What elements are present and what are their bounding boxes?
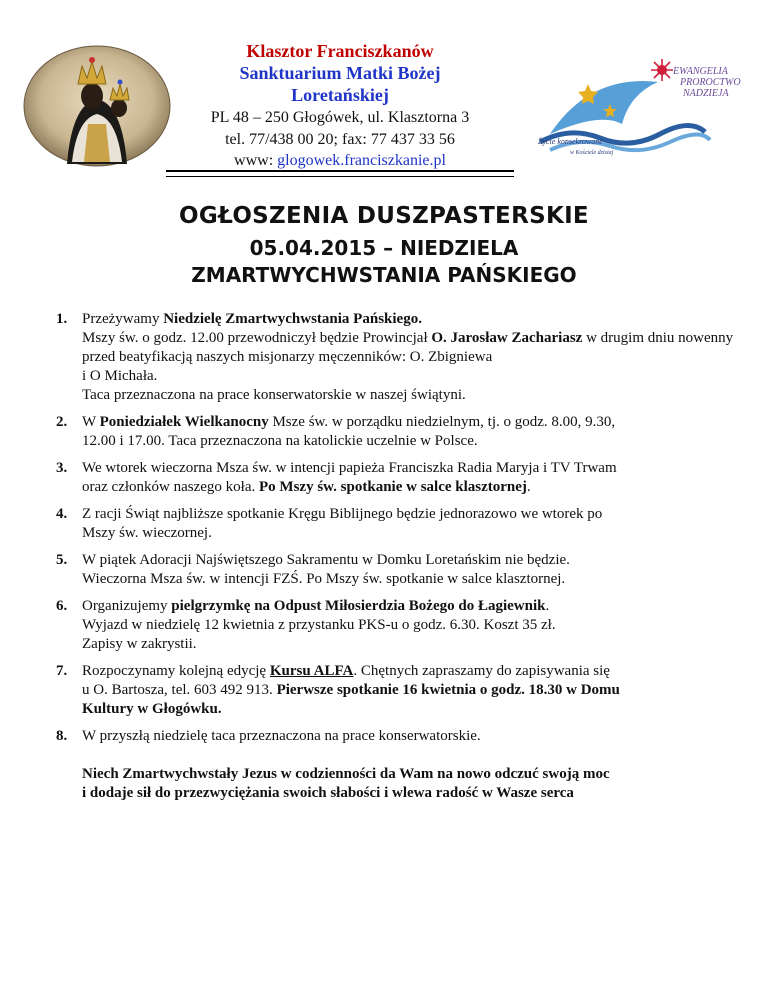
announcement-item-1 <box>56 310 736 405</box>
item-text: Mszy św. wieczornej. <box>82 525 212 541</box>
item-bold-text: O. Jarosław Zachariasz <box>431 330 583 346</box>
item-number: 7. <box>56 663 68 679</box>
item-text: Przeżywamy <box>82 311 164 327</box>
logo-title-3: NADZIEJA <box>683 88 729 99</box>
item-bold-text: Kultury w Głogówku. <box>82 701 222 717</box>
header-rule-thin <box>166 176 514 177</box>
website-prefix: www: <box>234 152 278 169</box>
announcements-list <box>56 310 736 754</box>
header-address: PL 48 – 250 Głogówek, ul. Klasztorna 3 <box>210 109 470 126</box>
announcement-item-2 <box>56 413 736 451</box>
consecrated-life-logo <box>530 54 745 169</box>
item-text: Mszy św. o godz. 12.00 przewodniczył będzie Prowincjał <box>82 330 432 346</box>
item-text: . <box>526 479 531 495</box>
starburst-icon <box>651 59 673 81</box>
logo-title-2: PROROCTWO <box>680 77 741 88</box>
announcement-item-3 <box>56 459 736 497</box>
item-bold-underlined-text: Kursu ALFA <box>269 663 354 679</box>
document-date: 05.04.2015 – NIEDZIELA <box>249 236 519 260</box>
item-text: . <box>545 598 550 614</box>
item-number: 2. <box>56 414 68 430</box>
announcement-item-8 <box>56 727 736 746</box>
closing-line-2: i dodaje sił do przezwyciężania swoich słabości i wlewa radość w Wasze serca <box>82 785 574 801</box>
logo-caption-1: Życie konsekrowane <box>538 137 603 146</box>
header-monastery-name: Klasztor Franciszkanów <box>246 41 434 61</box>
announcement-item-6 <box>56 597 736 654</box>
item-text: Msze św. w porządku niedzielnym, tj. o godz. 8.00, 9.30, <box>268 414 616 430</box>
announcement-item-7 <box>56 662 736 719</box>
announcement-item-4 <box>56 505 736 543</box>
item-number: 5. <box>56 552 68 568</box>
item-text: Zapisy w zakrystii. <box>82 636 197 652</box>
item-text: Wyjazd w niedzielę 12 kwietnia z przystanku PKS-u o godz. 6.30. Koszt 35 zł. <box>82 617 556 633</box>
item-text: W przyszłą niedzielę taca przeznaczona na prace konserwatorskie. <box>82 728 481 744</box>
item-number: 4. <box>56 506 68 522</box>
website-link[interactable]: glogowek.franciszkanie.pl <box>277 152 446 169</box>
document-subtitle: ZMARTWYCHWSTANIA PAŃSKIEGO <box>191 263 577 287</box>
header-sanctuary-name: Sanktuarium Matki Bożej <box>239 63 441 83</box>
header-block <box>160 40 520 171</box>
item-text: Rozpoczynamy kolejną edycję <box>82 663 270 679</box>
item-number: 6. <box>56 598 68 614</box>
item-text: u O. Bartosza, tel. 603 492 913. <box>82 682 277 698</box>
item-number: 8. <box>56 728 68 744</box>
document-title: OGŁOSZENIA DUSZPASTERSKIE <box>179 203 589 229</box>
item-number: 3. <box>56 460 68 476</box>
header-website <box>160 150 520 171</box>
header-sanctuary-name-2: Loretańskiej <box>291 85 389 105</box>
item-text: Taca przeznaczona na prace konserwatorskie w naszej świątyni. <box>82 387 466 403</box>
item-bold-text: Po Mszy św. spotkanie w salce klasztornej <box>259 479 527 495</box>
item-text: . Chętnych zapraszamy do zapisywania się <box>353 663 610 679</box>
item-text: i O Michała. <box>82 368 158 384</box>
item-bold-text: Niedzielę Zmartwychwstania Pańskiego. <box>163 311 422 327</box>
closing-blessing <box>82 765 722 803</box>
item-text: oraz członków naszego koła. <box>82 479 260 495</box>
item-text: Wieczorna Msza św. w intencji FZŚ. Po Mszy św. spotkanie w salce klasztornej. <box>82 571 566 587</box>
item-text: Organizujemy <box>82 598 172 614</box>
item-text: Z racji Świąt najbliższe spotkanie Kręgu Biblijnego będzie jednorazowo we wtorek po <box>82 506 603 522</box>
closing-line-1: Niech Zmartwychwstały Jezus w codzienności da Wam na nowo odczuć swoją moc <box>82 766 610 782</box>
item-text: We wtorek wieczorna Msza św. w intencji papieża Franciszka Radia Maryja i TV Trwam <box>82 460 617 476</box>
logo-caption-2: w Kościele dzisiaj <box>570 150 614 156</box>
item-text: W piątek Adoracji Najświętszego Sakramentu w Domku Loretańskim nie będzie. <box>82 552 570 568</box>
item-bold-text: Poniedziałek Wielkanocny <box>99 414 269 430</box>
logo-title-1: EWANGELIA <box>673 66 728 77</box>
item-bold-text: Pierwsze spotkanie 16 kwietnia o godz. 18.30 w Domu <box>276 682 620 698</box>
madonna-medallion-image <box>22 44 172 168</box>
header-phone: tel. 77/438 00 20; fax: 77 437 33 56 <box>225 131 455 148</box>
item-text: 12.00 i 17.00. Taca przeznaczona na katolickie uczelnie w Polsce. <box>82 433 478 449</box>
item-bold-text: pielgrzymkę na Odpust Miłosierdzia Bożego do Łagiewnik <box>171 598 546 614</box>
item-text: W <box>82 414 100 430</box>
item-text: w drugim dniu nowenny przed beatyfikacją naszych misjonarzy męczenników: O. Zbigniewa <box>82 330 734 365</box>
header-rule-thick <box>166 170 514 172</box>
announcement-item-5 <box>56 551 736 589</box>
item-number: 1. <box>56 311 68 327</box>
